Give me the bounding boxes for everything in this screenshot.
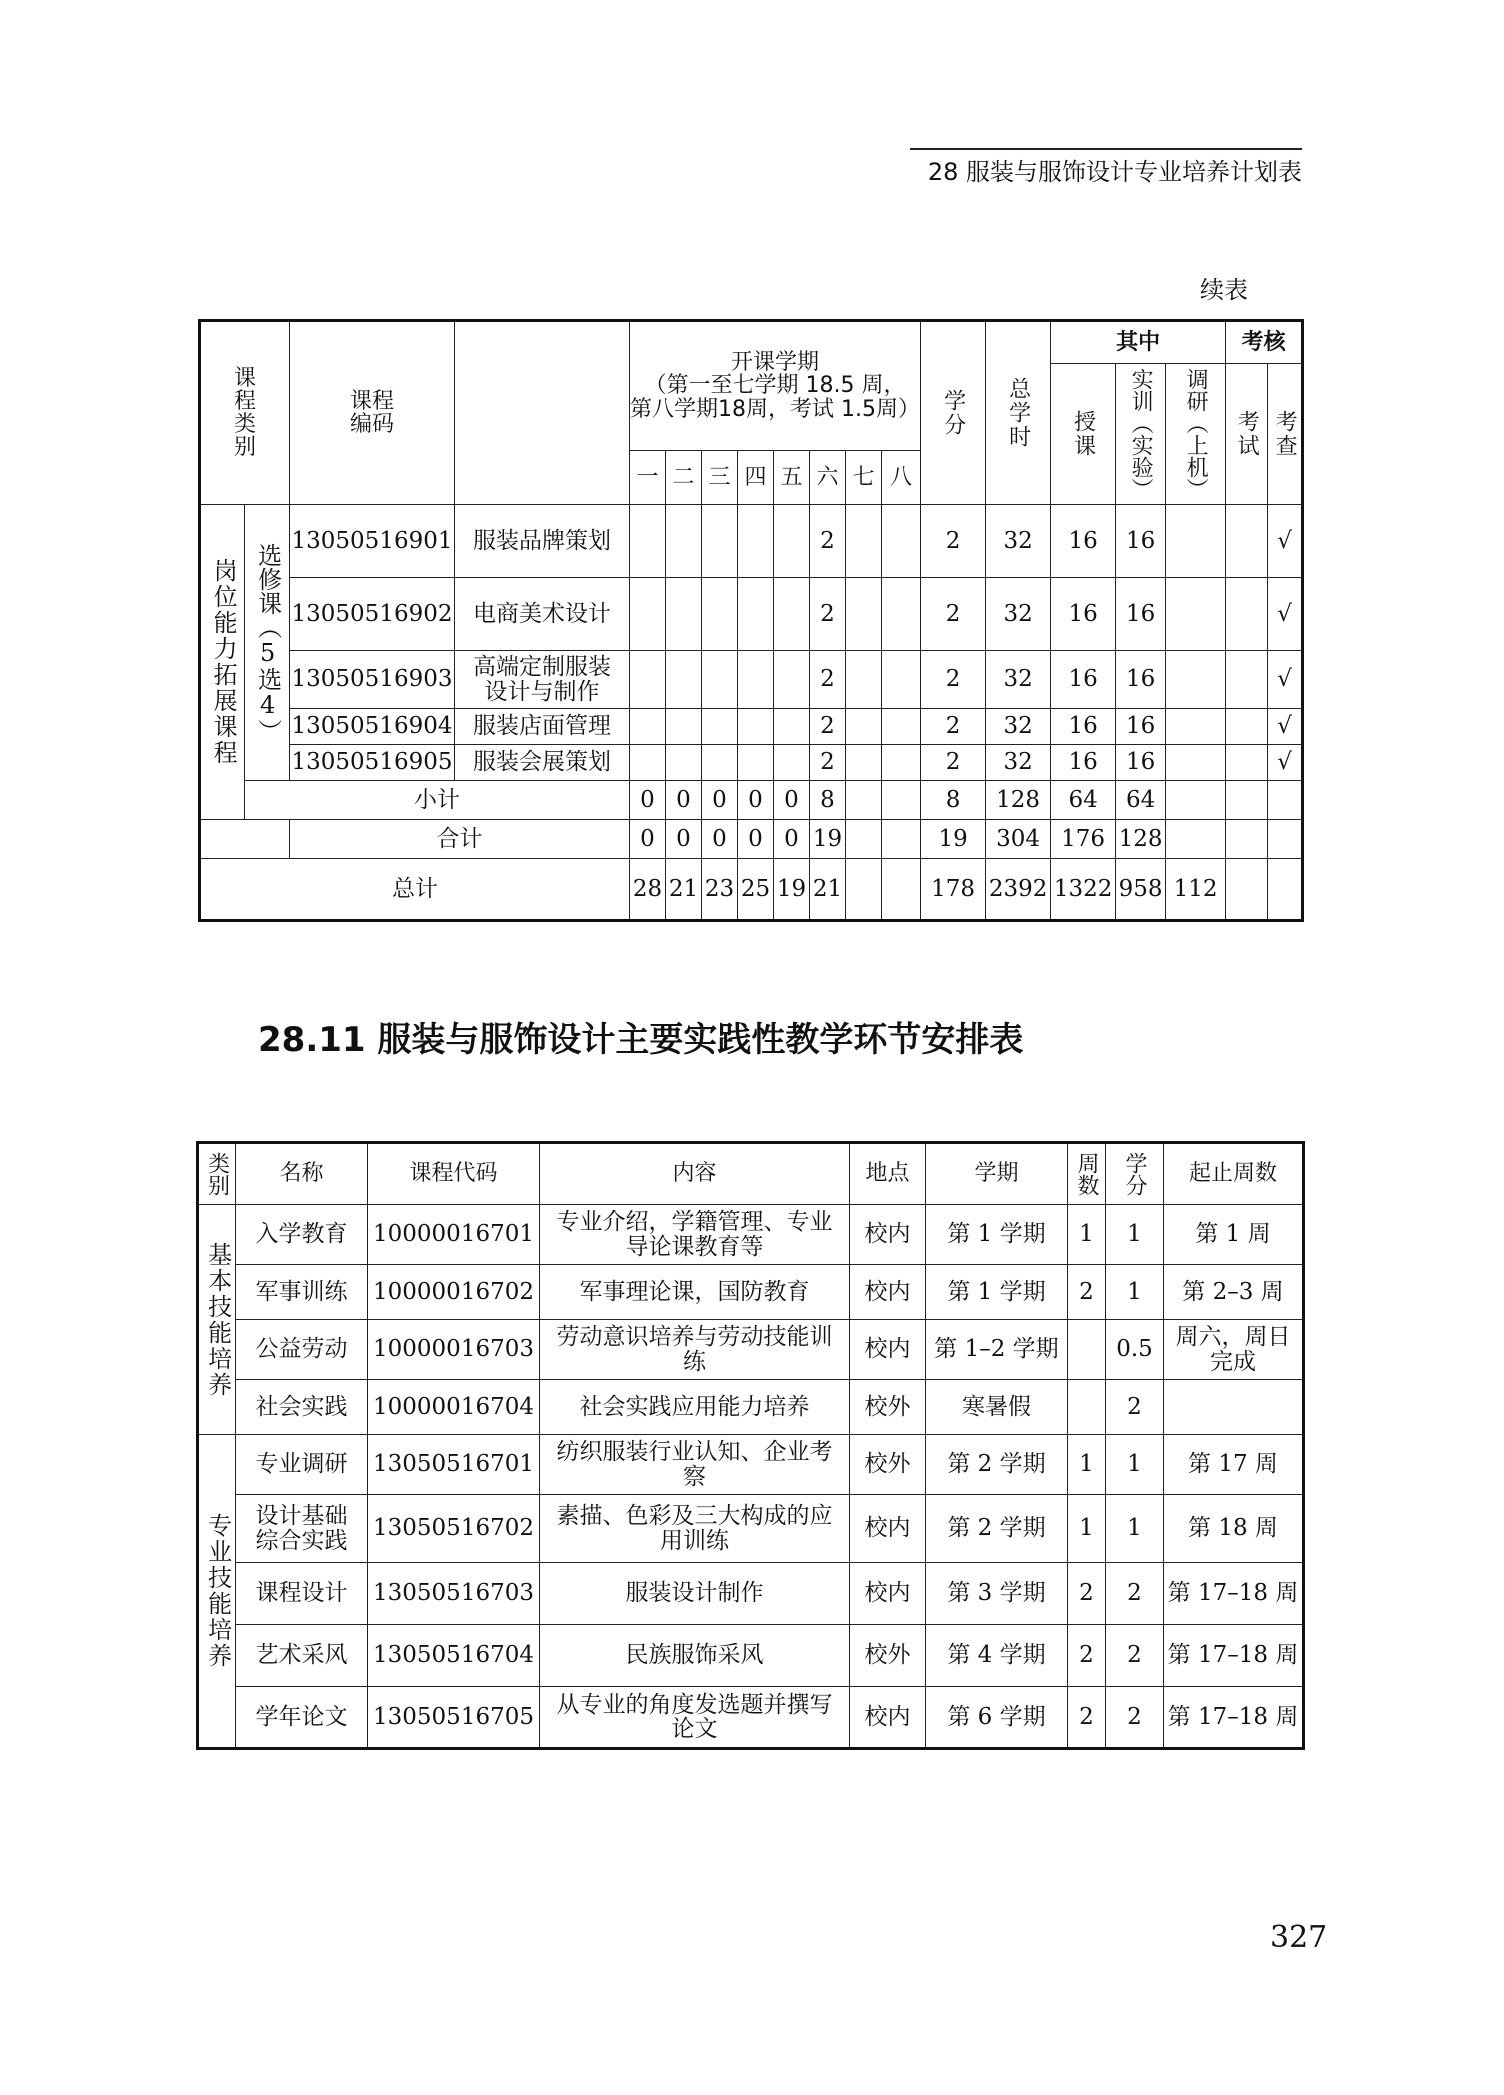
header-rule [910, 148, 1302, 150]
th-semester: 学期 [926, 1143, 1068, 1205]
check-mark: √ [1268, 578, 1303, 651]
page-number: 327 [1270, 1920, 1328, 1955]
running-header: 28 服装与服饰设计专业培养计划表 [927, 158, 1302, 186]
section-title: 28.11 服装与服饰设计主要实践性教学环节安排表 [258, 1020, 1024, 1060]
group-professional: 专业技能培养 [198, 1435, 236, 1749]
th-check: 考查 [1268, 364, 1303, 505]
th-term-5: 五 [774, 451, 810, 505]
th-term-1: 一 [630, 451, 666, 505]
check-mark: √ [1268, 505, 1303, 578]
total-row: 总计 28 21 23 25 19 21 178 2392 1322 958 112 [200, 859, 1303, 921]
continued-label: 续表 [1200, 276, 1248, 304]
th-weeks: 周数 [1068, 1143, 1106, 1205]
course-name: 电商美术设计 [455, 578, 630, 651]
check-mark: √ [1268, 745, 1303, 781]
th-term-8: 八 [882, 451, 921, 505]
th-term-4: 四 [738, 451, 774, 505]
sum-row: 合计 0 0 0 0 0 19 19 304 176 128 [200, 820, 1303, 859]
th-research: 调研（上机） [1166, 364, 1226, 505]
th-period: 起止周数 [1164, 1143, 1304, 1205]
curriculum-table [198, 319, 1304, 922]
th-code: 课程编码 [290, 321, 455, 505]
course-name: 服装会展策划 [455, 745, 630, 781]
th-semester: 开课学期 （第一至七学期 18.5 周， 第八学期18周，考试 1.5周） [630, 321, 921, 451]
th-content: 内容 [540, 1143, 850, 1205]
table-row: 13050516904 服装店面管理 2 2 32 16 16 √ [200, 709, 1303, 745]
table-row: 艺术采风 13050516704 民族服饰采风 校外 第 4 学期 2 2 第 17–18 周 [198, 1625, 1304, 1687]
th-exam: 考试 [1226, 364, 1268, 505]
th-credit: 学分 [921, 321, 986, 505]
table-row: 课程设计 13050516703 服装设计制作 校内 第 3 学期 2 2 第 17–18 周 [198, 1563, 1304, 1625]
group-main: 岗位能力拓展课程 [200, 505, 245, 820]
table-row: 学年论文 13050516705 从专业的角度发选题并撰写 论文 校内 第 6 学期 2 2 第 17–18 周 [198, 1687, 1304, 1749]
course-code: 13050516901 [290, 505, 455, 578]
table-row: 公益劳动 10000016703 劳动意识培养与劳动技能训 练 校内 第 1–2 学期 0.5 周六，周日 完成 [198, 1320, 1304, 1380]
th-category: 课程类别 [200, 321, 290, 505]
table-row: 13050516903 高端定制服装 设计与制作 2 2 32 16 16 √ [200, 651, 1303, 709]
check-mark: √ [1268, 709, 1303, 745]
subtotal-row: 小计 0 0 0 0 0 8 8 128 64 64 [200, 781, 1303, 820]
course-code: 13050516904 [290, 709, 455, 745]
th-practice: 实训（实验） [1116, 364, 1166, 505]
th-term-3: 三 [702, 451, 738, 505]
course-code: 13050516903 [290, 651, 455, 709]
table-row: 13050516905 服装会展策划 2 2 32 16 16 √ [200, 745, 1303, 781]
th-credit: 学分 [1106, 1143, 1164, 1205]
table-row: 13050516902 电商美术设计 2 2 32 16 16 √ [200, 578, 1303, 651]
course-name: 服装店面管理 [455, 709, 630, 745]
th-term-7: 七 [846, 451, 882, 505]
table-row: 社会实践 10000016704 社会实践应用能力培养 校外 寒暑假 2 [198, 1380, 1304, 1435]
practice-table [196, 1141, 1305, 1750]
course-code: 13050516905 [290, 745, 455, 781]
th-term-6: 六 [810, 451, 846, 505]
th-code: 课程代码 [368, 1143, 540, 1205]
table-row: 专业技能培养 专业调研 13050516701 纺织服装行业认知、企业考 察 校外 第 2 学期 1 1 第 17 周 [198, 1435, 1304, 1495]
th-name [455, 321, 630, 505]
table-row: 设计基础 综合实践 13050516702 素描、色彩及三大构成的应 用训练 校内 第 2 学期 1 1 第 18 周 [198, 1495, 1304, 1563]
th-lecture: 授课 [1051, 364, 1116, 505]
th-category: 类别 [198, 1143, 236, 1205]
check-mark: √ [1268, 651, 1303, 709]
th-place: 地点 [850, 1143, 926, 1205]
table-row: 岗位能力拓展课程 选修课（5选4） 13050516901 服装品牌策划 2 2 32 16 16 √ [200, 505, 1303, 578]
th-term-2: 二 [666, 451, 702, 505]
table-row: 基本技能培养 入学教育 10000016701 专业介绍，学籍管理、专业 导论课教育等 校内 第 1 学期 1 1 第 1 周 [198, 1205, 1304, 1265]
th-name: 名称 [236, 1143, 368, 1205]
th-assessment: 考核 [1226, 321, 1303, 364]
course-name: 服装品牌策划 [455, 505, 630, 578]
table-row: 军事训练 10000016702 军事理论课，国防教育 校内 第 1 学期 2 1 第 2–3 周 [198, 1265, 1304, 1320]
course-code: 13050516902 [290, 578, 455, 651]
th-of-which: 其中 [1051, 321, 1226, 364]
group-sub: 选修课（5选4） [245, 505, 290, 781]
group-basic: 基本技能培养 [198, 1205, 236, 1435]
course-name: 高端定制服装 设计与制作 [455, 651, 630, 709]
th-total-hours: 总学时 [986, 321, 1051, 505]
